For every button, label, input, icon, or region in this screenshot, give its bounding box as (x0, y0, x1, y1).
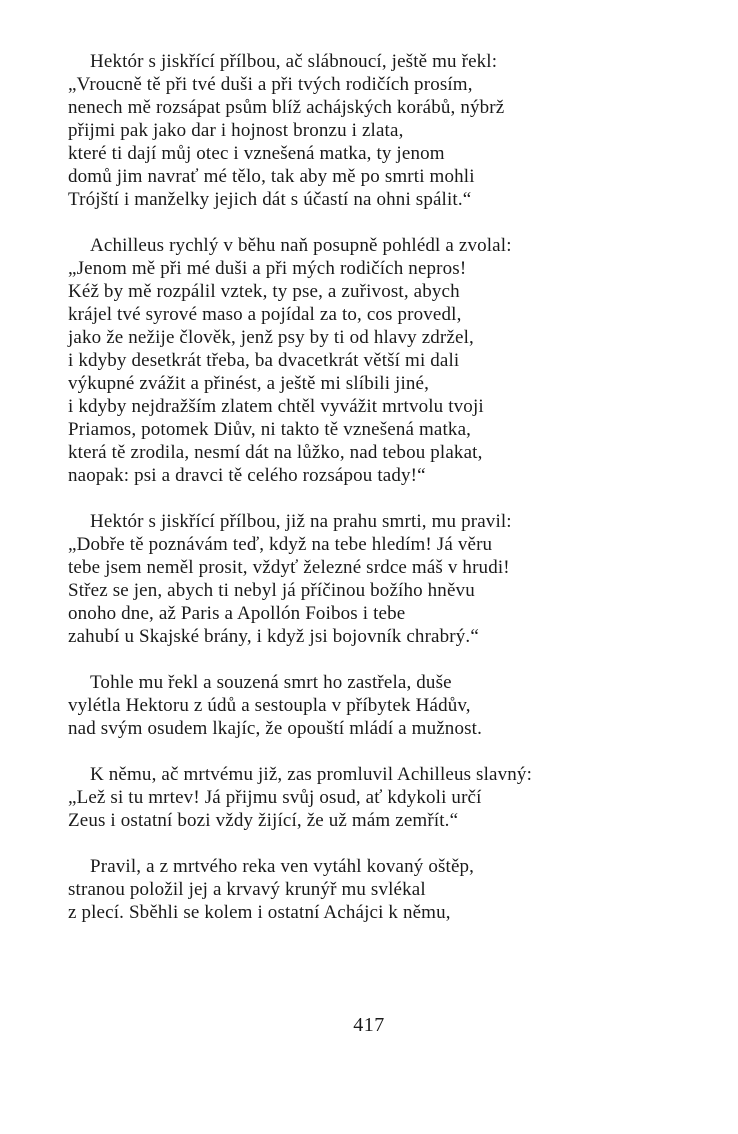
verse-line: nenech mě rozsápat psům blíž achájských korábů, nýbrž (68, 97, 505, 118)
stanza-6 (68, 855, 668, 924)
verse-line: které ti dají můj otec i vznešená matka, ty jenom (68, 143, 445, 164)
verse-line: Hektór s jiskřící přílbou, již na prahu smrti, mu pravil: (90, 511, 512, 532)
stanza-2 (68, 234, 668, 487)
verse-line: Hektór s jiskřící přílbou, ač slábnoucí, ještě mu řekl: (90, 51, 498, 72)
verse-line: nad svým osudem lkajíc, že opouští mládí a mužnost. (68, 718, 482, 739)
verse-line: Achilleus rychlý v běhu naň posupně pohlédl a zvolal: (90, 235, 512, 256)
verse-line: K němu, ač mrtvému již, zas promluvil Achilleus slavný: (90, 764, 532, 785)
verse-line: Pravil, a z mrtvého reka ven vytáhl kovaný oštěp, (90, 856, 475, 877)
stanza-5 (68, 763, 668, 832)
verse-line: „Vroucně tě při tvé duši a při tvých rodičích prosím, (68, 74, 473, 95)
verse-line: která tě zrodila, nesmí dát na lůžko, nad tebou plakat, (68, 442, 483, 463)
verse-line: jako že nežije člověk, jenž psy by ti od hlavy zdržel, (68, 327, 474, 348)
verse-line: zahubí u Skajské brány, i když jsi bojovník chrabrý.“ (68, 626, 479, 647)
stanza-3 (68, 510, 668, 648)
verse-line: „Dobře tě poznávám teď, když na tebe hledím! Já věru (68, 534, 493, 555)
verse-line: přijmi pak jako dar i hojnost bronzu i zlata, (68, 120, 404, 141)
verse-line: krájel tvé syrové maso a pojídal za to, cos provedl, (68, 304, 462, 325)
verse-line: „Lež si tu mrtev! Já přijmu svůj osud, ať kdykoli určí (68, 787, 482, 808)
verse-line: Tohle mu řekl a souzená smrt ho zastřela, duše (90, 672, 452, 693)
verse-line: z plecí. Sběhli se kolem i ostatní Achájci k němu, (68, 902, 451, 923)
verse-line: i kdyby nejdražším zlatem chtěl vyvážit mrtvolu tvoji (68, 396, 484, 417)
page-body (68, 50, 668, 924)
verse-line: vylétla Hektoru z údů a sestoupla v příbytek Hádův, (68, 695, 471, 716)
stanza-4 (68, 671, 668, 740)
verse-line: Střez se jen, abych ti nebyl já příčinou božího hněvu (68, 580, 475, 601)
verse-line: tebe jsem neměl prosit, vždyť železné srdce máš v hrudi! (68, 557, 510, 578)
verse-line: onoho dne, až Paris a Apollón Foibos i tebe (68, 603, 406, 624)
verse-line: Trójští i manželky jejich dát s účastí na ohni spálit.“ (68, 189, 472, 210)
verse-line: stranou položil jej a krvavý krunýř mu svlékal (68, 879, 426, 900)
verse-line: „Jenom mě při mé duši a při mých rodičích nepros! (68, 258, 467, 279)
verse-line: naopak: psi a dravci tě celého rozsápou tady!“ (68, 465, 426, 486)
verse-line: výkupné zvážit a přinést, a ještě mi slíbili jiné, (68, 373, 430, 394)
verse-line: i kdyby desetkrát třeba, ba dvacetkrát větší mi dali (68, 350, 460, 371)
page-number: 417 (353, 1014, 385, 1036)
verse-line: Priamos, potomek Diův, ni takto tě vznešená matka, (68, 419, 472, 440)
verse-line: Kéž by mě rozpálil vztek, ty pse, a zuřivost, abych (68, 281, 460, 302)
verse-line: domů jim navrať mé tělo, tak aby mě po smrti mohli (68, 166, 475, 187)
stanza-1 (68, 50, 668, 211)
verse-line: Zeus i ostatní bozi vždy žijící, že už mám zemřít.“ (68, 810, 459, 831)
